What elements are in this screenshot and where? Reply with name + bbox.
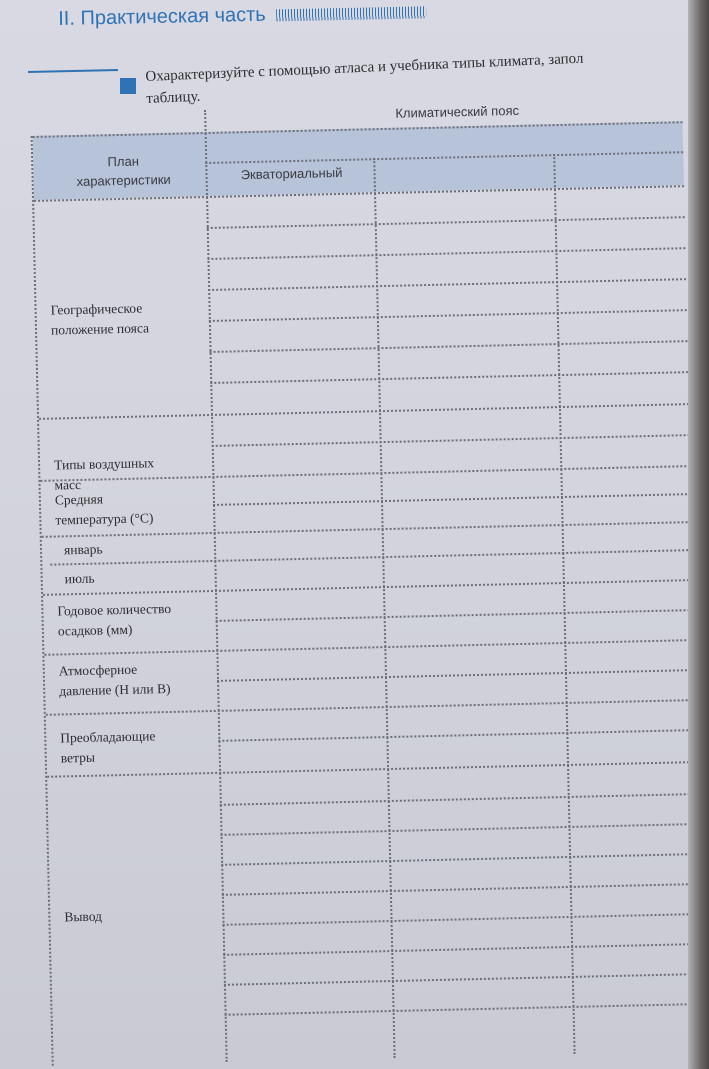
table-rule xyxy=(50,549,690,566)
writing-line xyxy=(216,609,690,622)
writing-line xyxy=(217,669,690,682)
writing-line xyxy=(209,309,687,322)
writing-line xyxy=(208,278,686,291)
task-instruction: Охарактеризуйте с помощью атласа и учебника типы климата, запол таблицу. xyxy=(145,50,584,107)
climate-table-sheet xyxy=(30,93,690,1067)
writing-line xyxy=(223,943,690,956)
section-title-text: II. Практическая часть xyxy=(58,3,266,30)
row-label-air-masses: Типы воздушных масс xyxy=(53,455,155,493)
title-underline xyxy=(28,69,118,73)
task-marker-icon xyxy=(120,78,136,94)
row-label-conclusion: Вывод xyxy=(64,908,103,925)
writing-line xyxy=(223,913,690,926)
writing-line xyxy=(225,1003,690,1016)
row-label-january: январь xyxy=(63,541,103,558)
writing-line xyxy=(213,493,690,506)
page-edge-shadow xyxy=(688,0,709,1069)
row-label-mean-temperature: Средняя температура (°С) xyxy=(54,491,154,528)
table-rule xyxy=(39,403,689,420)
section-title xyxy=(58,0,426,31)
writing-line xyxy=(207,216,685,229)
writing-line xyxy=(222,883,690,896)
climate-table xyxy=(31,102,690,1066)
table-rule xyxy=(43,579,690,596)
writing-line xyxy=(210,340,688,353)
writing-line xyxy=(207,247,685,260)
header-climate-belt: Климатический пояс xyxy=(395,102,520,121)
table-rule xyxy=(46,699,690,716)
header-plan: План характеристики xyxy=(76,153,171,189)
writing-line xyxy=(221,853,690,866)
row-label-geographic-position: Географическое положение пояса xyxy=(50,300,150,338)
row-label-pressure: Атмосферное давление (Н или В) xyxy=(58,661,171,699)
column-header-equatorial: Экваториальный xyxy=(240,164,343,183)
writing-line xyxy=(210,371,688,384)
writing-line xyxy=(221,823,690,836)
table-rule xyxy=(44,639,690,656)
writing-line xyxy=(212,434,690,447)
table-column-divider xyxy=(204,110,228,1062)
row-label-precipitation: Годовое количество осадков (мм) xyxy=(57,600,172,639)
title-hatch-decoration xyxy=(276,6,426,21)
writing-line xyxy=(220,793,690,806)
row-label-winds: Преобладающие ветры xyxy=(60,728,156,766)
table-column-divider xyxy=(373,158,395,1058)
table-column-divider xyxy=(553,154,575,1054)
writing-line xyxy=(218,729,690,742)
writing-line xyxy=(224,973,690,986)
row-label-july: июль xyxy=(64,570,95,587)
